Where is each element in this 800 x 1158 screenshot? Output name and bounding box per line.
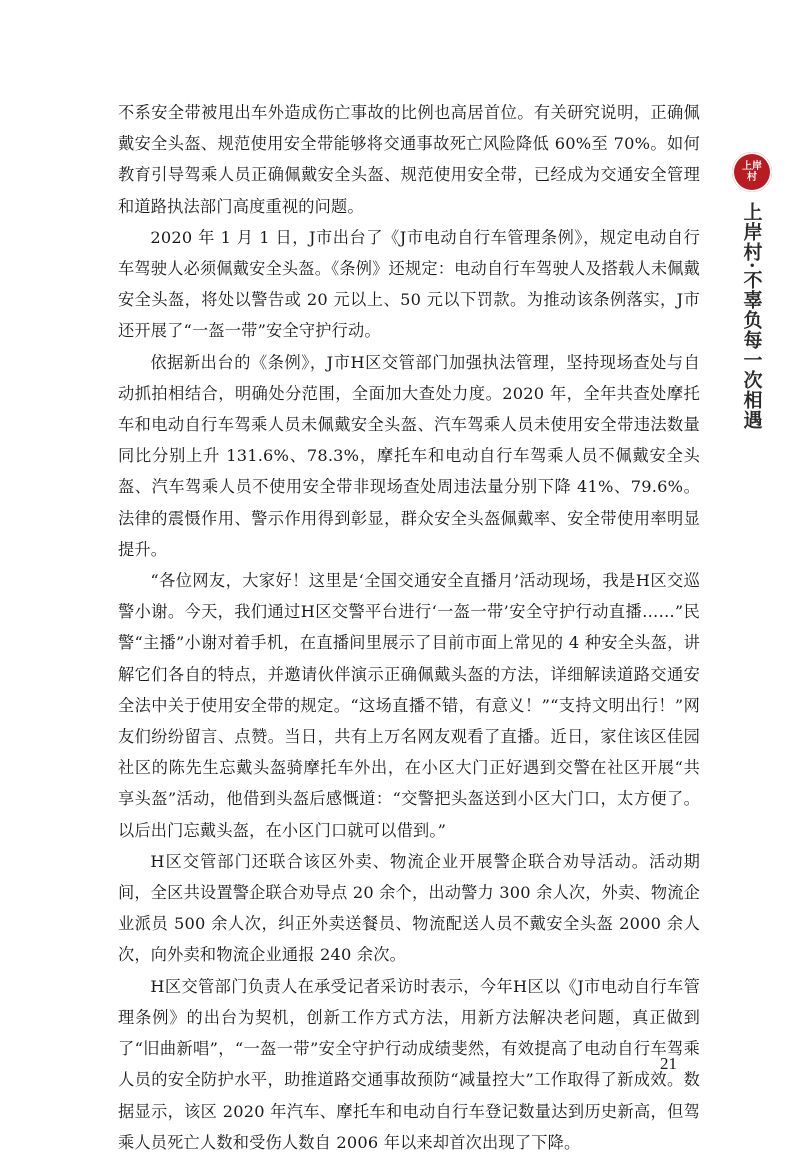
paragraph-2: 2020 年 1 月 1 日，J市出台了《J市电动自行车管理条例》，规定电动自行车驾驶人必须佩戴安全头盔。《条例》还规定：电动自行车驾驶人及搭载人未佩戴安全头盔，将处以警告或 20 元以上、50 元以下罚款。为推动该条例落实，J市还开展了“一盔一带”安全守护行动。: [118, 227, 700, 341]
page-number: 21: [660, 1054, 677, 1073]
paragraph-4: “各位网友，大家好！这里是‘全国交通安全直播月’活动现场，我是H区交巡警小谢。今天，我们通过H区交警平台进行‘一盔一带’安全守护行动直播……”民警“主播”小谢对着手机，在直播间里展示了目前市面上常见的 4 种安全头盔，讲解它们各自的特点，并邀请伙伴演示正确佩戴头盔的方法，详细解读道路交通安全法中关于使用安全带的规定。“这场直播不错，有意义！”“支持文明出行！”网友们纷纷留言、点赞。当日，共有上万名网友观看了直播。近日，家住该区佳园社区的陈先生忘戴头盔骑摩托车外出，在小区大门正好遇到交警在社区开展“共享头盔”活动，他借到头盔后感慨道：“交警把头盔送到小区大门口，太方便了。以后出门忘戴头盔，在小区门口就可以借到。”: [118, 571, 700, 840]
paragraph-5: H区交管部门还联合该区外卖、物流企业开展警企联合劝导活动。活动期间，全区共设置警企联合劝导点 20 余个，出动警力 300 余人次，外卖、物流企业派员 500 余人次，纠正外卖送餐员、物流配送人员不戴安全头盔 2000 余人次，向外卖和物流企业通报 240 余次。: [118, 851, 700, 965]
paragraph-3: 依据新出台的《条例》，J市H区交管部门加强执法管理，坚持现场查处与自动抓拍相结合，明确处分范围，全面加大查处力度。2020 年，全年共查处摩托车和电动自行车驾乘人员未佩戴安全头盔、汽车驾乘人员未使用安全带违法数量同比分别上升 131.6%、78.3%，摩托车和电动自行车驾乘人员不佩戴安全头盔、汽车驾乘人员不使用安全带非现场查处周违法量分别下降 41%、79.6%。法律的震慑作用、警示作用得到彰显，群众安全头盔佩戴率、安全带使用率明显提升。: [118, 352, 700, 559]
paragraph-6: H区交管部门负责人在承受记者采访时表示，今年H区以《J市电动自行车管理条例》的出台为契机，创新工作方式方法，用新方法解决老问题，真正做到了“旧曲新唱”，“一盔一带”安全守护行动成绩斐然，有效提高了电动自行车驾乘人员的安全防护水平，助推道路交通事故预防“减量控大”工作取得了新成效。数据显示，该区 2020 年汽车、摩托车和电动自行车登记数量达到历史新高，但驾乘人员死亡人数和受伤人数自 2006 年以来却首次出现了下降。: [118, 976, 700, 1152]
seal-text: 上岸村: [742, 161, 762, 183]
side-brand: [729, 152, 775, 430]
side-slogan: 上岸村·不辜负每一次相遇: [740, 202, 763, 430]
seal-logo: [732, 152, 772, 192]
body-text: [118, 97, 700, 1158]
paragraph-1: 不系安全带被甩出车外造成伤亡事故的比例也高居首位。有关研究说明，正确佩戴安全头盔、规范使用安全带能够将交通事故死亡风险降低 60%至 70%。如何教育引导驾乘人员正确佩戴安全头盔、规范使用安全带，已经成为交通安全管理和道路执法部门高度重视的问题。: [118, 103, 700, 216]
